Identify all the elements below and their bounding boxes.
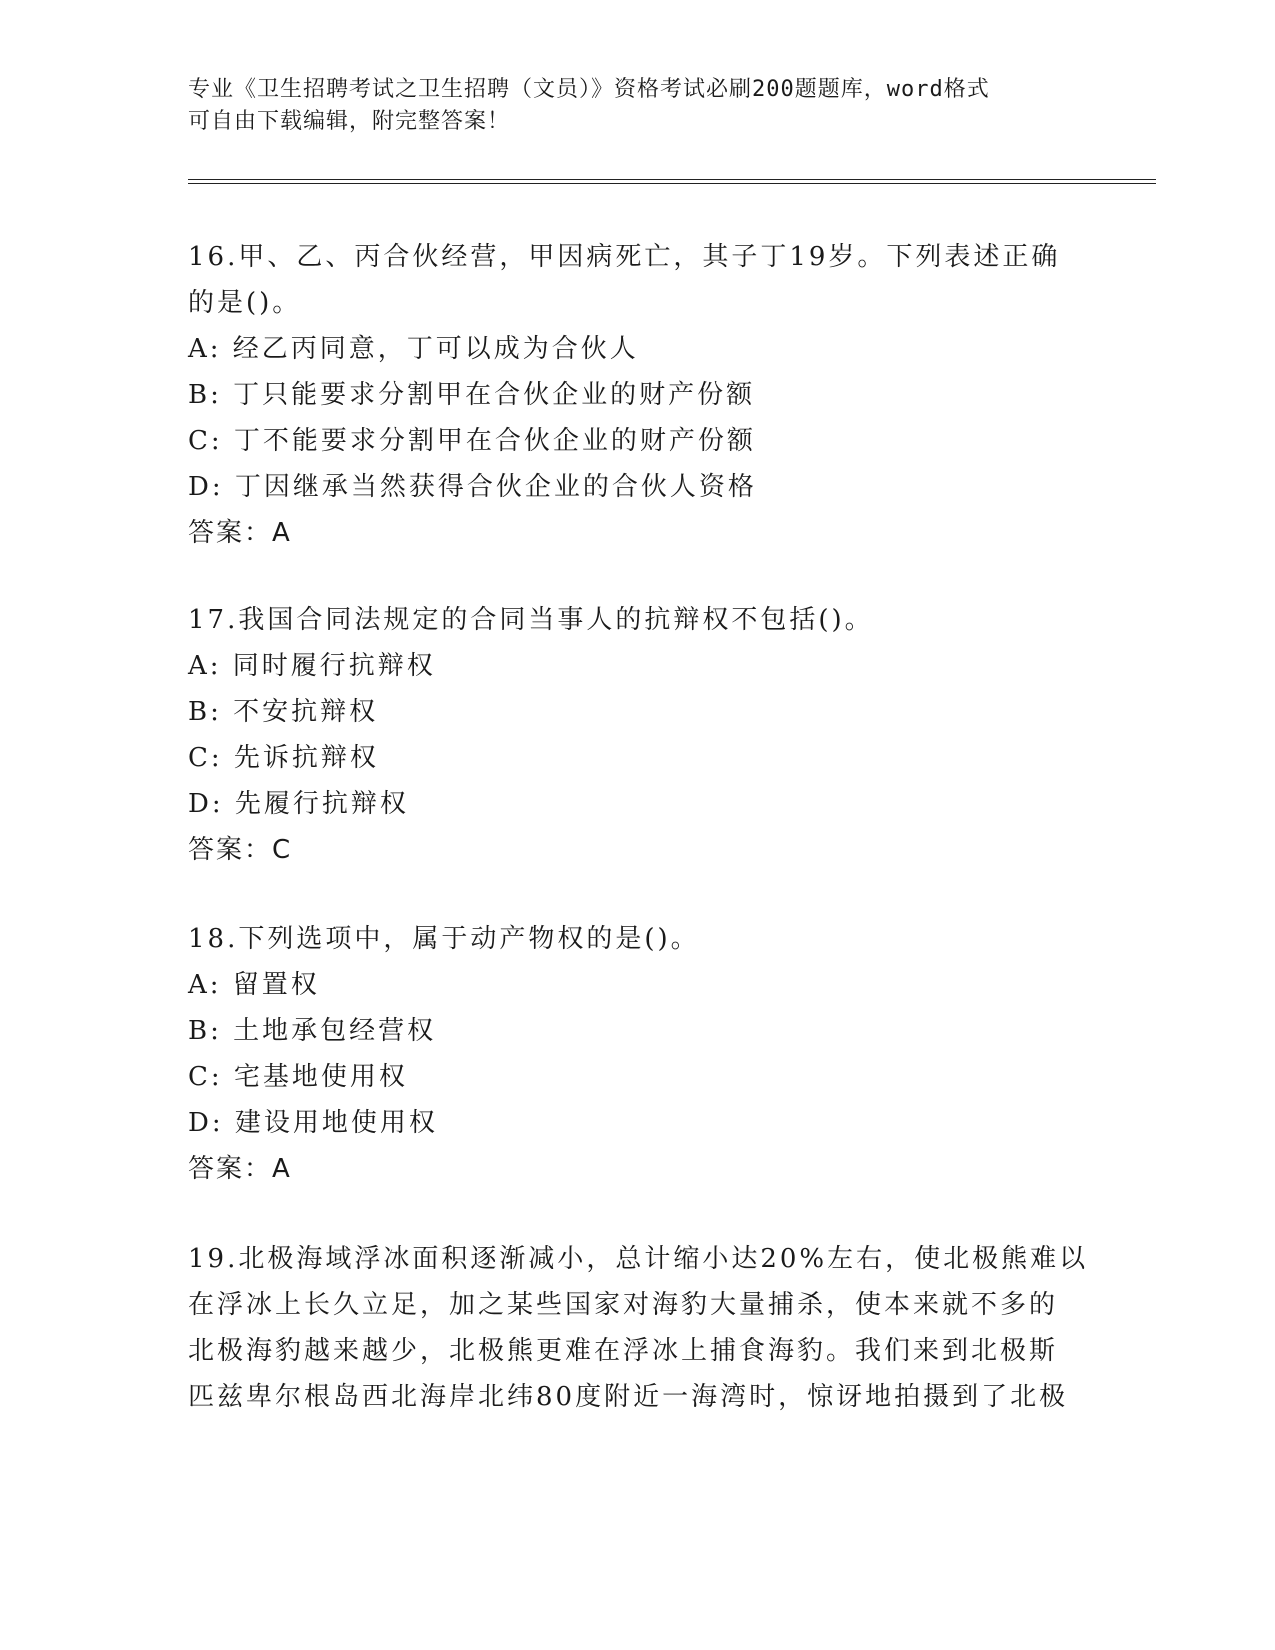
question-19 (188, 1236, 1088, 1420)
question-16 (188, 234, 1088, 556)
header-line-2: 可自由下载编辑，附完整答案！ (188, 109, 511, 134)
answer-label: 答案：A (188, 1154, 292, 1184)
question-18 (188, 916, 1088, 1192)
question-stem-line: 18.下列选项中，属于动产物权的是()。 (188, 924, 700, 954)
option-b: B: 不安抗辩权 (188, 697, 379, 727)
question-stem-line: 匹兹卑尔根岛西北海岸北纬80度附近一海湾时，惊讶地拍摄到了北极 (188, 1382, 1069, 1412)
question-stem-line: 北极海豹越来越少，北极熊更难在浮冰上捕食海豹。我们来到北极斯 (188, 1336, 1059, 1366)
question-stem-line: 16.甲、乙、丙合伙经营，甲因病死亡，其子丁19岁。下列表述正确 (188, 242, 1061, 272)
header-divider-top (188, 179, 1156, 180)
question-stem-line: 在浮冰上长久立足，加之某些国家对海豹大量捕杀，使本来就不多的 (188, 1290, 1059, 1320)
document-header (188, 74, 1088, 138)
answer-label: 答案：C (188, 835, 293, 865)
option-b: B: 土地承包经营权 (188, 1016, 437, 1046)
header-divider-bottom (188, 183, 1156, 184)
option-b: B: 丁只能要求分割甲在合伙企业的财产份额 (188, 380, 756, 410)
option-d: D: 先履行抗辩权 (188, 789, 409, 819)
question-17 (188, 597, 1088, 873)
question-stem-line: 19.北极海域浮冰面积逐渐减小，总计缩小达20%左右，使北极熊难以 (188, 1244, 1089, 1274)
option-a: A: 同时履行抗辩权 (188, 651, 436, 681)
option-c: C: 丁不能要求分割甲在合伙企业的财产份额 (188, 426, 756, 456)
question-stem-line: 17.我国合同法规定的合同当事人的抗辩权不包括()。 (188, 605, 874, 635)
option-c: C: 宅基地使用权 (188, 1062, 408, 1092)
option-c: C: 先诉抗辩权 (188, 743, 379, 773)
option-a: A: 经乙丙同意，丁可以成为合伙人 (188, 334, 639, 364)
option-a: A: 留置权 (188, 970, 320, 1000)
header-line-1: 专业《卫生招聘考试之卫生招聘（文员）》资格考试必刷200题题库，word格式 (188, 77, 990, 102)
option-d: D: 丁因继承当然获得合伙企业的合伙人资格 (188, 472, 757, 502)
option-d: D: 建设用地使用权 (188, 1108, 438, 1138)
answer-label: 答案：A (188, 518, 292, 548)
question-stem-line: 的是()。 (188, 288, 302, 318)
